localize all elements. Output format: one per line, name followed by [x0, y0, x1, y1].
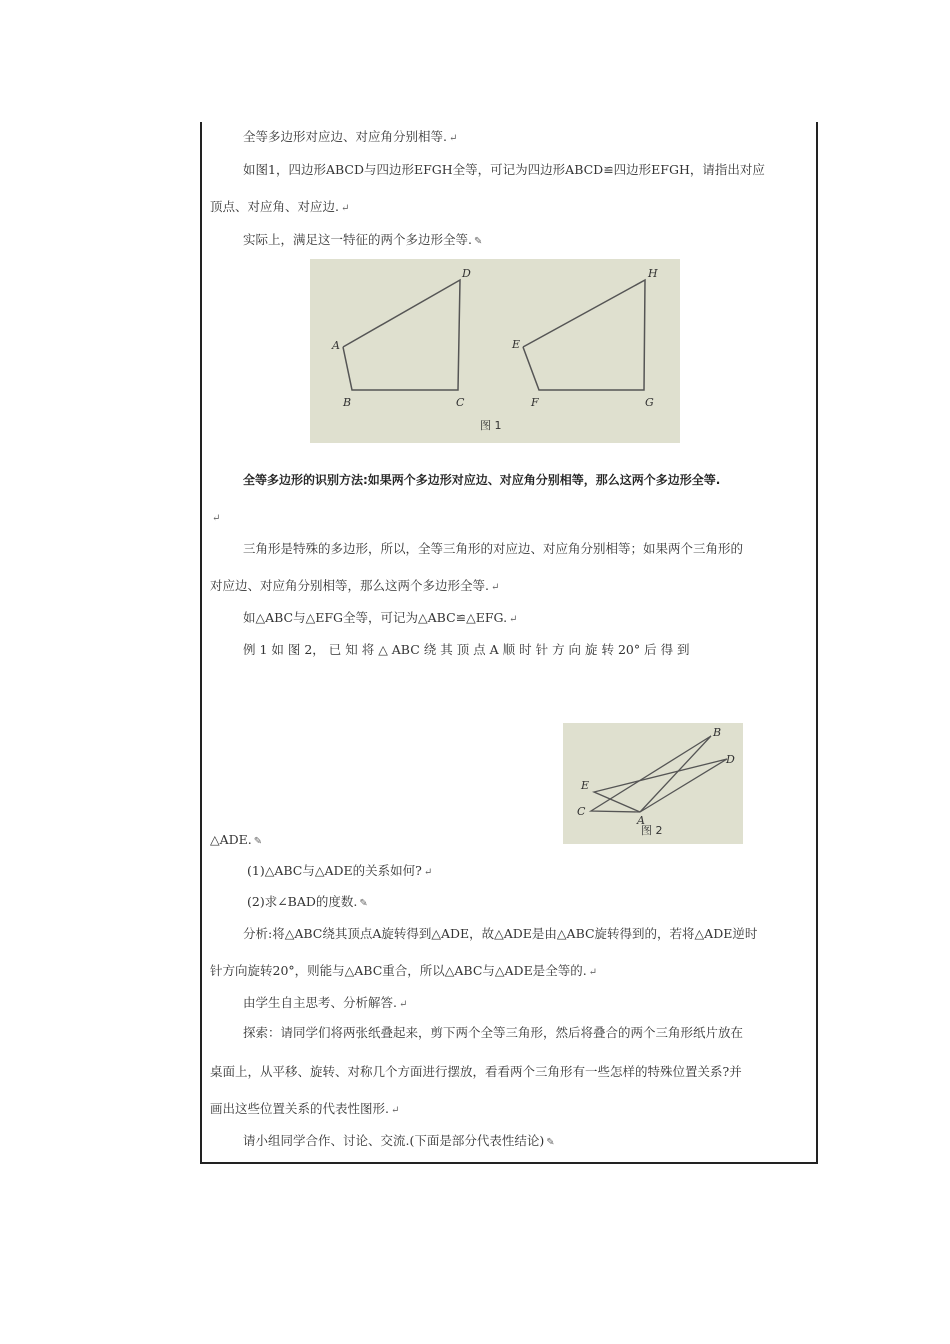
- vertex-label: F: [531, 396, 539, 409]
- paragraph-mark-icon: ↵: [490, 582, 500, 593]
- paragraph-text: 如△ABC与△EFG全等，可记为△ABC≌△EFG.: [243, 610, 508, 625]
- vertex-label: C: [456, 396, 465, 409]
- vertex-label: A: [637, 814, 645, 827]
- paragraph: [247, 862, 432, 882]
- paragraph: [243, 1024, 743, 1042]
- paragraph-mark-icon: ↵: [212, 513, 221, 524]
- swirl-mark-icon: ✎: [473, 236, 483, 247]
- paragraph-mark-icon: ↵: [340, 203, 350, 214]
- paragraph-text: 全等多边形对应边、对应角分别相等.: [243, 129, 447, 144]
- paragraph-text: (1)△ABC与△ADE的关系如何?: [247, 863, 422, 878]
- vertex-label: B: [343, 396, 352, 409]
- paragraph: [210, 1063, 742, 1081]
- paragraph: [210, 198, 349, 218]
- paragraph: [210, 577, 499, 597]
- paragraph: [210, 962, 597, 982]
- paragraph: [243, 471, 720, 489]
- paragraph-mark-icon: ↵: [423, 867, 433, 878]
- paragraph: [243, 231, 482, 251]
- paragraph-text: 实际上，满足这一特征的两个多边形全等.: [243, 232, 472, 247]
- paragraph: [243, 609, 517, 629]
- paragraph-text: 例 1 如 图 2， 已 知 将 △ ABC 绕 其 顶 点 A 顺 时 针 方 向 旋 转 20° 后 得 到: [243, 642, 690, 657]
- paragraph-text: (2)求∠BAD的度数.: [247, 894, 358, 909]
- figure-caption: 图 1: [480, 419, 502, 432]
- paragraph: [243, 994, 407, 1014]
- paragraph-mark-icon: ↵: [398, 999, 408, 1010]
- vertex-label: E: [512, 338, 521, 351]
- paragraph: [243, 641, 690, 659]
- paragraph-text: 对应边、对应角分别相等，那么这两个多边形全等.: [210, 578, 489, 593]
- vertex-label: G: [645, 396, 654, 409]
- paragraph-mark-icon: ↵: [588, 967, 598, 978]
- vertex-label: D: [462, 267, 471, 280]
- figure-caption: 图 2: [641, 824, 663, 837]
- paragraph-text: 三角形是特殊的多边形，所以，全等三角形的对应边、对应角分别相等；如果两个三角形的: [243, 541, 744, 556]
- paragraph: [247, 893, 368, 913]
- paragraph-text: 全等多边形的识别方法:如果两个多边形对应边、对应角分别相等，那么这两个多边形全等.: [243, 473, 721, 487]
- swirl-mark-icon: ✎: [359, 898, 368, 909]
- paragraph-text: △ADE.: [210, 832, 252, 847]
- triangle-abc: [591, 736, 711, 812]
- paragraph-mark-icon: ↵: [448, 133, 458, 144]
- paragraph-text: 桌面上，从平移、旋转、对称几个方面进行摆放，看看两个三角形有一些怎样的特殊位置关系?并: [210, 1064, 742, 1079]
- paragraph: [243, 540, 743, 558]
- paragraph-text: 分析:将△ABC绕其顶点A旋转得到△ADE，故△ADE是由△ABC旋转得到的，若将△ADE逆时: [243, 926, 758, 941]
- paragraph: [243, 161, 765, 179]
- paragraph-text: 探索：请同学们将两张纸叠起来，剪下两个全等三角形，然后将叠合的两个三角形纸片放在: [243, 1025, 744, 1040]
- swirl-mark-icon: ✎: [253, 836, 263, 847]
- figure-2: [563, 723, 743, 844]
- figure-1: [310, 259, 680, 443]
- vertex-label: H: [648, 267, 658, 280]
- paragraph-text: 请小组同学合作、讨论、交流.(下面是部分代表性结论): [243, 1133, 545, 1148]
- paragraph-text: 画出这些位置关系的代表性图形.: [210, 1101, 389, 1116]
- paragraph-text: 顶点、对应角、对应边.: [210, 199, 339, 214]
- paragraph: [210, 508, 220, 528]
- paragraph: [243, 1132, 555, 1152]
- vertex-label: A: [332, 339, 340, 352]
- paragraph-mark-icon: ↵: [390, 1105, 400, 1116]
- swirl-mark-icon: ✎: [546, 1137, 555, 1148]
- paragraph: [210, 831, 262, 851]
- paragraph: [243, 925, 757, 943]
- vertex-label: D: [726, 753, 735, 766]
- paragraph-text: 由学生自主思考、分析解答.: [243, 995, 397, 1010]
- paragraph: [210, 1100, 399, 1120]
- vertex-label: E: [581, 779, 590, 792]
- quadrilateral-abcd: [343, 280, 460, 390]
- paragraph: [243, 128, 457, 148]
- paragraph-text: 如图1，四边形ABCD与四边形EFGH全等，可记为四边形ABCD≌四边形EFGH，请指出对应: [243, 162, 765, 177]
- paragraph-mark-icon: ↵: [509, 614, 518, 625]
- vertex-label: C: [577, 805, 586, 818]
- vertex-label: B: [713, 726, 722, 739]
- quadrilateral-efgh: [523, 280, 645, 390]
- paragraph-text: 针方向旋转20°，则能与△ABC重合，所以△ABC与△ADE是全等的.: [210, 963, 587, 978]
